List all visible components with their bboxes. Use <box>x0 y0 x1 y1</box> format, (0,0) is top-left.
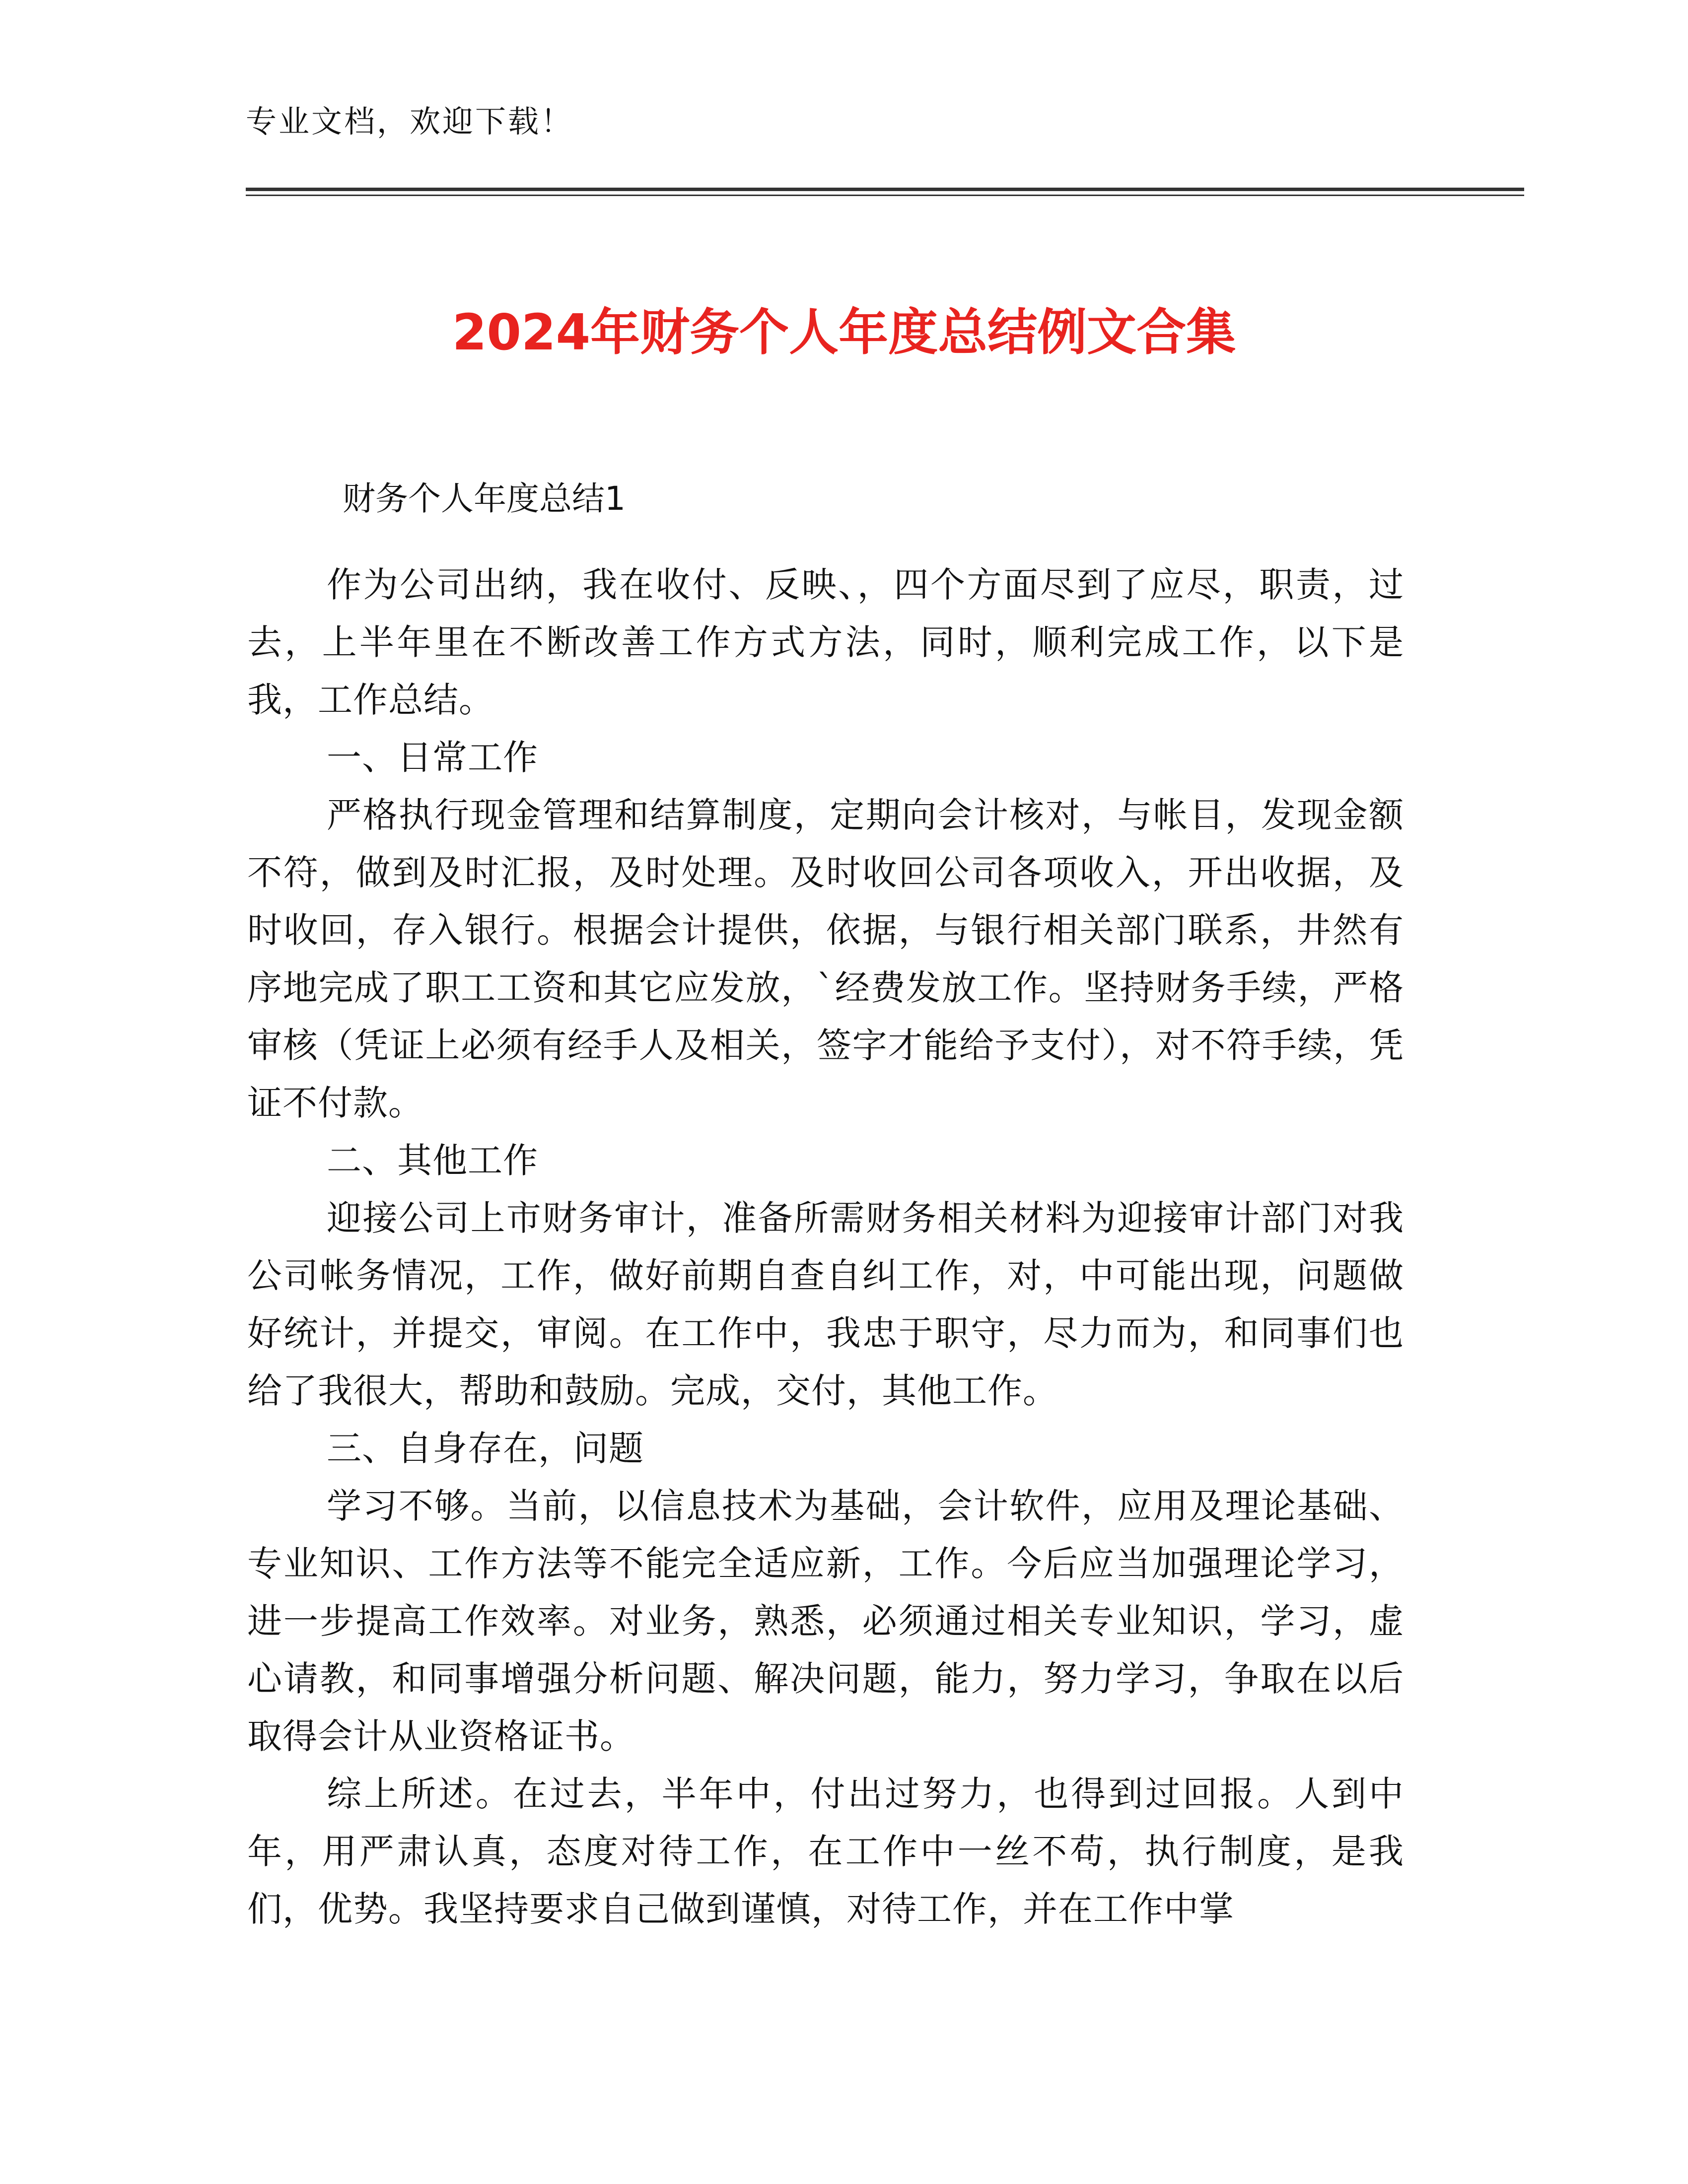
paragraph-other-work: 迎接公司上市财务审计，准备所需财务相关材料为迎接审计部门对我公司帐务情况，工作，做好前期自查自纠工作，对，中可能出现，问题做好统计，并提交，审阅。在工作中，我忠于职守，尽力而为，和同事们也给了我很大，帮助和鼓励。完成，交付，其他工作。 <box>247 1198 1404 1411</box>
header-rule-thick <box>246 188 1524 191</box>
paragraph-daily-work: 严格执行现金管理和结算制度，定期向会计核对，与帐目，发现金额不符，做到及时汇报，及时处理。及时收回公司各项收入，开出收据，及时收回，存入银行。根据会计提供，依据，与银行相关部门联系，井然有序地完成了职工工资和其它应发放，`经费发放工作。坚持财务手续，严格审核（凭证上必须有经手人及相关，签字才能给予支付），对不符手续，凭证不付款。 <box>247 795 1404 1123</box>
paragraph-summary: 综上所述。在过去，半年中，付出过努力，也得到过回报。人到中年，用严肃认真，态度对待工作，在工作中一丝不苟，执行制度，是我们，优势。我坚持要求自己做到谨慎，对待工作，并在工作中掌 <box>247 1774 1404 1929</box>
heading-other-work: 二、其他工作 <box>327 1140 538 1181</box>
header-rule-thin <box>246 195 1524 196</box>
page-header-text: 专业文档，欢迎下载！ <box>246 103 574 139</box>
paragraph-intro: 作为公司出纳，我在收付、反映、，四个方面尽到了应尽，职责，过去，上半年里在不断改善工作方式方法，同时，顺利完成工作，以下是我，工作总结。 <box>247 564 1404 720</box>
section-title: 财务个人年度总结1 <box>343 479 626 518</box>
document-body <box>247 556 1404 1938</box>
document-title: 2024年财务个人年度总结例文合集 <box>452 303 1236 361</box>
heading-problems: 三、自身存在，问题 <box>327 1428 644 1469</box>
paragraph-problems: 学习不够。当前，以信息技术为基础，会计软件，应用及理论基础、专业知识、工作方法等不能完全适应新，工作。今后应当加强理论学习，进一步提高工作效率。对业务，熟悉，必须通过相关专业知识，学习，虚心请教，和同事增强分析问题、解决问题，能力，努力学习，争取在以后取得会计从业资格证书。 <box>247 1486 1404 1757</box>
heading-daily-work: 一、日常工作 <box>327 737 538 778</box>
